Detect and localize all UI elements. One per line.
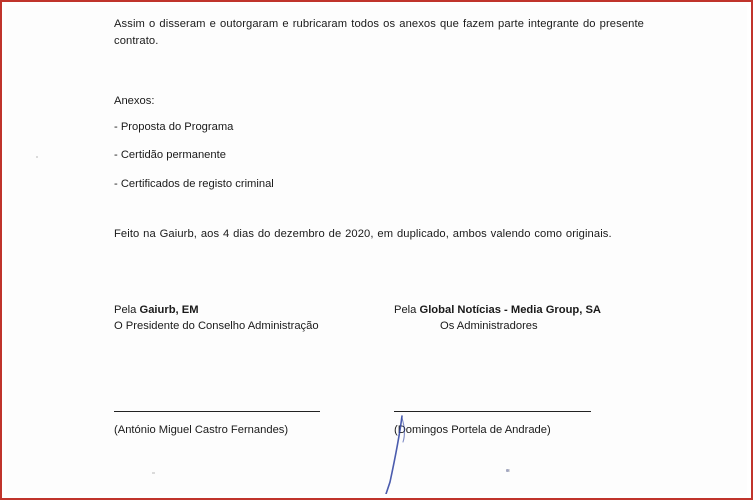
signature-names	[114, 424, 654, 436]
signature-left-party-name: Gaiurb, EM	[139, 304, 199, 316]
signature-right-party-name: Global Notícias - Media Group, SA	[419, 304, 602, 316]
signature-titles	[114, 304, 654, 332]
signer-name-left: (António Miguel Castro Fernandes)	[114, 424, 289, 436]
annex-item: - Certidão permanente	[114, 149, 226, 162]
execution-paragraph: Feito na Gaiurb, aos 4 dias do dezembro de 2020, em duplicado, ambos valendo como originais.	[114, 228, 612, 241]
signature-party-right	[394, 304, 654, 332]
signature-left-role: O Presidente do Conselho Administração	[114, 320, 319, 332]
signature-party-left-title	[114, 304, 394, 316]
scan-speck	[506, 469, 510, 472]
signature-party-left	[114, 304, 394, 332]
spacer	[114, 204, 644, 226]
scanned-document-area	[6, 6, 747, 494]
annexes-heading: Anexos:	[114, 94, 155, 107]
signature-right-prefix: Pela	[394, 304, 420, 316]
closing-paragraph: Assim o disseram e outorgaram e rubricaram todos os anexos que fazem parte integrante do presente contrato.	[114, 18, 644, 48]
signature-line-left-cell	[114, 411, 394, 412]
signer-name-right: (Domingos Portela de Andrade)	[394, 424, 551, 436]
annex-item: - Proposta do Programa	[114, 121, 234, 134]
signature-left-prefix: Pela	[114, 304, 140, 316]
scan-speck	[152, 472, 155, 474]
signature-rule-left	[114, 411, 320, 412]
scan-speck	[36, 156, 38, 158]
signature-lines	[114, 411, 654, 412]
annex-item: - Certificados de registo criminal	[114, 177, 274, 190]
document-body	[114, 16, 644, 250]
signature-rule-right	[394, 411, 591, 412]
signature-line-right-cell	[394, 411, 654, 412]
spacer	[114, 57, 644, 93]
signature-party-right-title	[394, 304, 654, 316]
signature-right-role: Os Administradores	[440, 320, 538, 332]
